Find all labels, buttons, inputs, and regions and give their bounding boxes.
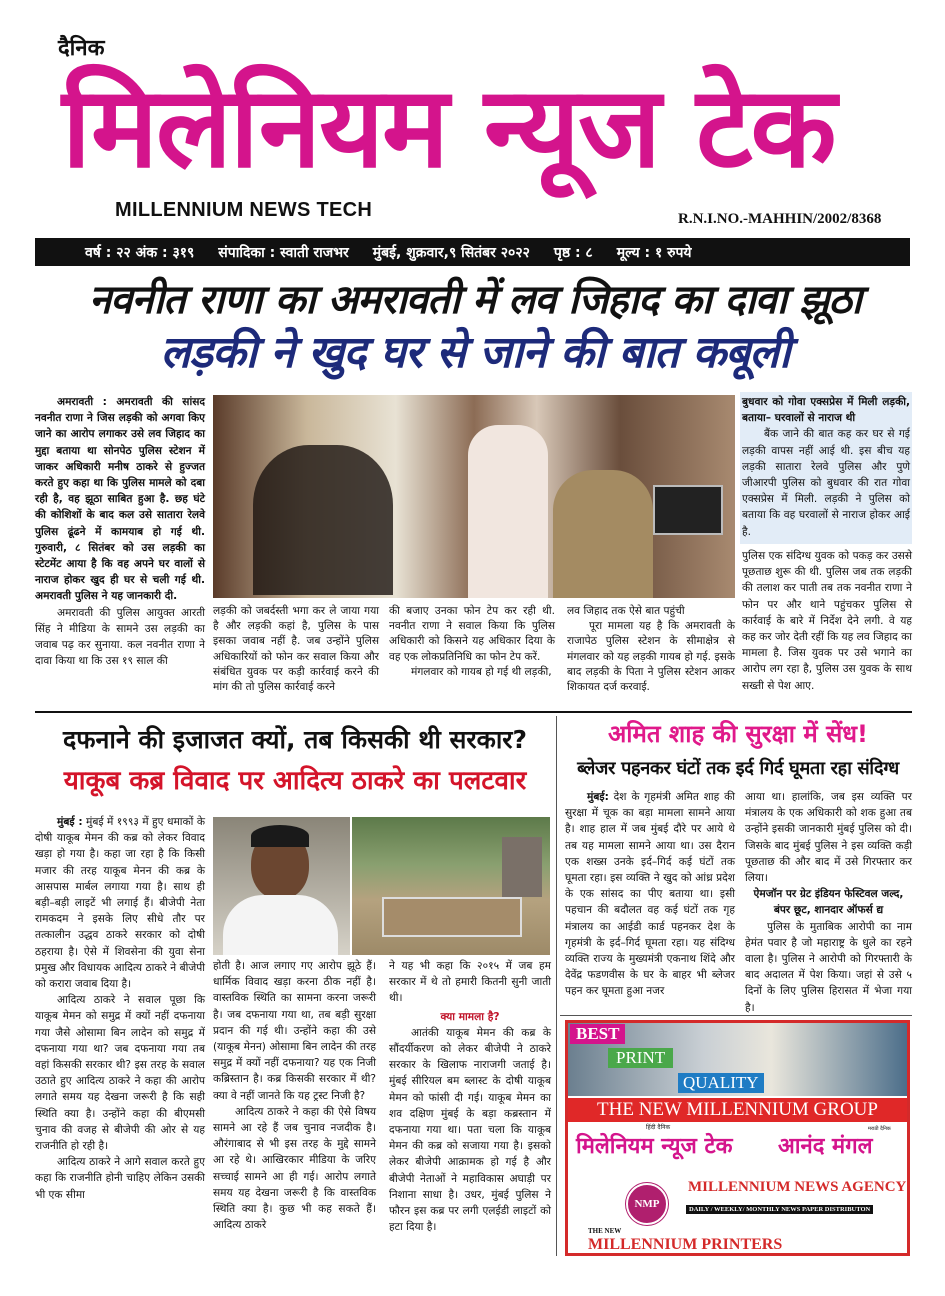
price: मूल्य : १ रुपये <box>616 244 692 261</box>
dateline: मुंबई : <box>57 816 83 828</box>
dateline: मुंबई: <box>587 791 609 803</box>
lead-subheadline: लड़की ने खुद घर से जाने की बात कबूली <box>160 327 790 378</box>
lead-news-photo <box>213 395 735 598</box>
box-heading: बुधवार को गोवा एक्सप्रेस में मिली लड़की, बताया– घरवालों से नाराज थी <box>742 396 910 425</box>
ad-divider <box>560 1015 912 1016</box>
column-divider <box>556 716 557 1256</box>
daily-label: दैनिक <box>58 36 105 61</box>
hindi-paper-name: मिलेनियम न्यूज टेक <box>576 1134 733 1159</box>
date: मुंबई, शुक्रवार,९ सितंबर २०२२ <box>372 244 530 261</box>
shah-text: पुलिस के मुताबिक आरोपी का नाम हेमंत पवार है जो महाराष्ट्र के धुले का रहने वाला है। पुलिस ने आरोपी को गिरफ्तारी के बाद अदालत में पेश किया। जहां से उसे ५ दिनों के लिए पुलिस हिरासत में भेजा गया है। <box>745 920 912 1014</box>
yakub-column-1 <box>35 814 205 1203</box>
yakub-text: आदित्य ठाकरे ने कहा की ऐसे विषय सामने आ रहे हैं जब चुनाव नजदीक है। औरंगाबाद से भी इस तरह के मुद्दे सामने आ रहे थे। आखिरकार मीडिया के जरिए सच्चाई सामने आ ही गई। आरोप लगाते समय यह देखना जरूरी है कि वास्तविक स्थिति क्या है। कुछ भी कह सकते हैं। आदित्य ठाकरे <box>213 1105 376 1232</box>
lead-intro: अमरावती की सांसद नवनीत राणा ने जिस लड़की को अगवा किए जाने का आरोप लगाकर उसे लव जिहाद का मुद्दा बताया था सोनपेठ पुलिस स्टेशन में जाकर अधिकारी मनीष ठाकरे से हुज्जत करते हुए कहा था कि पुलिस मामले को दबा रही है, वह झूठा साबित हुआ है. छह घंटे की कोशिशों के बाद कल उसे सातारा रेलवे पुलिस ढूंढने में कामयाब हो गई थी. गुरुवारी, ८ सितंबर को उस लड़की का स्टेटमेंट आया है कि वह अपने घर वालों से नाराज होकर खुद ही घर से चली गई थी. अमरावती पुलिस ने यह जानकारी दी. <box>35 396 205 603</box>
lead-text: मंगलवार को गायब हो गई थी लड़की, <box>411 665 552 678</box>
yakub-text: आदित्य ठाकरे ने आगे सवाल करते हुए कहा कि राजनीति होनी चाहिए लेकिन उसकी भी एक सीमा <box>35 1156 205 1201</box>
info-bar <box>35 238 910 266</box>
nmp-logo: NMP <box>626 1183 668 1225</box>
yakub-column-2 <box>213 958 376 1233</box>
group-name: THE NEW MILLENNIUM GROUP <box>568 1098 907 1122</box>
dateline: अमरावती : <box>57 396 107 408</box>
yakub-column-3 <box>389 958 551 1235</box>
yakub-text: होती है। आज लगाए गए आरोप झूठे हैं। धार्मिक विवाद खड़ा करना ठीक नहीं है। वास्तविक स्थिति का सामना करना जरूरी है। जब दफनाया गया था, तब बड़ी सुरक्षा प्रदान की गई थी। उन्होंने कहा की उसे (याकूब मेनन) ओसामा बिन लादेन की तरह समुद्र में क्यों नहीं दफनाया? यह एक निजी कब्रिस्तान है। कब्र किसकी सरकार में थी? क्या वे नहीं जानते कि यह ट्रस्ट निजी है? <box>213 960 376 1102</box>
hindi-daily-label: हिंदी दैनिक <box>646 1124 671 1131</box>
grave-site-photo <box>352 817 550 955</box>
printers-small-label: THE NEW <box>588 1227 622 1235</box>
lead-text: लड़की को जबर्दस्ती भगा कर ले जाया गया है और लड़की कहां है, पुलिस के पास इसका जवाब नहीं है. जब उन्होंने पुलिस अधिकारियों को फोन कर सवाल किया और संबंधित युवक पर कड़ी कार्रवाई करने की मांग की तो पुलिस कार्रवाई करने <box>213 605 379 694</box>
lead-column-4 <box>567 604 735 695</box>
year-issue: वर्ष : २२ अंक : ३१९ <box>85 244 195 261</box>
promo-heading: ऐमजॉन पर ग्रेट इंडियन फेस्टिवल जल्द, बंपर छूट, शानदार ऑफर्स द्य <box>753 888 904 917</box>
yakub-text: ने यह भी कहा कि २०१५ में जब हम सरकार में थे तो हमारी कितनी सुनी जाती थी। <box>389 960 551 1005</box>
editor: संपादिका : स्वाती राजभर <box>218 244 349 261</box>
shah-column-1 <box>565 789 735 1000</box>
best-label: BEST <box>570 1024 625 1044</box>
shah-text: देश के गृहमंत्री अमित शाह की सुरक्षा में चूक का बड़ा मामला सामने आया है। शाह हाल में जब मुंबई दौरे पर आये थे तब यह मामला सामने आया था। उस दैरान एक शख्स उनके इर्द–गिर्द कई घंटों तक घूमता रहा। इस व्यक्ति ने खुद को आंध्र प्रदेश के एक सांसद का पीए बताया था। इसी पहचान की बदौलत वह कई घंटों तक गृह मंत्रालय का आईडी कार्ड पहनकर देश के गृहमंत्री के इर्द–गिर्द घूमता रहा। यह संदिग्ध व्यक्ति राज्य के मुख्यमंत्री एकनाथ शिंदे और देवेंद्र फडणवीस के घर के बाहर भी ब्लेजर पहन कर घूमता हुआ नजर <box>565 791 735 998</box>
yakub-subheading: क्या मामला है? <box>440 1010 500 1023</box>
masthead-english-title: MILLENNIUM NEWS TECH <box>115 199 373 221</box>
shah-headline: अमित शाह की सुरक्षा में सेंध! <box>607 720 869 748</box>
rni-number: R.N.I.NO.-MAHHIN/2002/8368 <box>678 211 882 227</box>
lead-highlight-box <box>740 392 912 544</box>
lead-column-1 <box>35 394 205 669</box>
lead-headline: नवनीत राणा का अमरावती में लव जिहाद का दावा झूठा <box>88 277 862 323</box>
marathi-paper-name: आनंद मंगल <box>778 1134 873 1159</box>
lead-subheading: लव जिहाद तक ऐसे बात पहुंची <box>567 605 685 617</box>
yakub-text: आदित्य ठाकरे ने सवाल पूछा कि याकूब मेमन को समुद्र में क्यों नहीं दफनाया गया जैसे ओसामा बिन लादेन को समुद्र में दफनाया गया था? जब दफनाया गया तब वहां किसकी सरकार थी? इस तरह के सवाल उठाते हुए आदित्य ठाकरे ने कहा की आरोप लगाते समय यह देखना जरूरी है कि सही स्थिति क्या है। उन्होंने कहा की बीएमसी चुनाव की वजह से बीजेपी की ओर से यह राजनीति हो रही है। <box>35 994 205 1153</box>
agency-tagline: DAILY / WEEKLY/ MONTHLY NEWS PAPER DISTRIBUTON <box>686 1205 873 1214</box>
aaditya-thackeray-photo <box>213 817 350 955</box>
page-number: पृष्ठ : ८ <box>553 244 593 261</box>
lead-column-5 <box>742 548 912 694</box>
yakub-subheadline: याकूब कब्र विवाद पर आदित्य ठाकरे का पलटवार <box>63 766 527 796</box>
printing-advertisement <box>565 1020 910 1256</box>
yakub-headline: दफनाने की इजाजत क्यों, तब किसकी थी सरकार? <box>62 725 528 754</box>
section-divider <box>35 711 912 713</box>
yakub-text: मुंबई में १९९३ में हुए धमाकों के दोषी याकूब मेमन की कब्र को लेकर विवाद खड़ा हो गया है। कहा जा रहा है कि किसी मजार की तरह याकूब मेनन की कब्र के आसपास मार्बल लगाया गया है। साथ ही बड़ी–बड़ी लाइटें भी लगाई हैं। बीजेपी नेता रामकदम ने इसके लिए सीधे तौर पर तत्कालीन उद्धव ठाकरे सरकार को दोषी ठहराया है। ऐसे में शिवसेना की युवा सेना प्रमुख और विधायक आदित्य ठाकरे ने बीजेपी को करारा जवाब दिया है। <box>35 816 205 991</box>
printers-name: MILLENNIUM PRINTERS <box>588 1236 783 1253</box>
shah-text: आया था। हालांकि, जब इस व्यक्ति पर मंत्रालय के एक अधिकारी को शक हुआ तब उन्होंने इसकी जानकारी मुंबई पुलिस को दी। जिसके बाद मुंबई पुलिस ने इस व्यक्ति कड़ी पूछताछ की और बाद में उसे गिरफ्तार कर लिया। <box>745 791 912 885</box>
lead-text: की बजाए उनका फोन टेप कर रही थी. नवनीत राणा ने सवाल किया कि पुलिस अधिकारी को किसने यह अधिकार दिया के वह एक लोकप्रतिनिधि का फोन टेप करें. <box>389 605 555 663</box>
shah-column-2 <box>745 789 912 1016</box>
lead-text: पुलिस एक संदिग्ध युवक को पकड़ कर उससे पूछताछ शुरू की थी. पुलिस जब तक लड़की की तलाश कर पाती तब तक नवनीत राणा ने फोन पर और थाने पहुंचकर पुलिस से कार्रवाई के बारे में निर्देश देने लगी. वे यह कह कर जोर देती रहीं कि यह लव जिहाद का मामला है. जिस युवक पर उसे भगाने का आरोप लग रहा है, पुलिस उस युवक के साथ सख्ती से पेश आए. <box>742 550 912 692</box>
lead-text: पूरा मामला यह है कि अमरावती के राजापेठ पुलिस स्टेशन के सीमाक्षेत्र से मंगलवार को यह लड़की गायब हो गई. इसके बाद लड़की के पिता ने पुलिस स्टेशन आकर शिकायत दर्ज करवाई. <box>567 620 735 694</box>
shah-subheadline: ब्लेजर पहनकर घंटों तक इर्द गिर्द घूमता रहा संदिग्ध <box>577 758 899 779</box>
print-label: PRINT <box>608 1048 673 1068</box>
yakub-text: आतंकी याकूब मेमन की कब्र के सौंदर्यीकरण को लेकर बीजेपी ने ठाकरे सरकार के खिलाफ नाराजगी जताई है। मुंबई सीरियल बम ब्लास्ट के दोषी याकूब मेमन को फांसी दी गई। याकूब मेमन का शव दक्षिण मुंबई के बड़ा कब्रस्तान में दफनाया गया था। पता चला कि याकूब मेमन की कब्र को सजाया गया है। इसको लेकर बीजेपी आक्रामक हो गई है और बीजेपी नेताओं ने महाविकास अघाड़ी पर निशाना साधा है। उधर, मुंबई पुलिस ने फौरन इस कब्र पर लगी एलईडी लाइटों को हटा दिया है। <box>389 1026 551 1234</box>
quality-label: QUALITY <box>678 1073 764 1093</box>
agency-name: MILLENNIUM NEWS AGENCY <box>688 1179 907 1195</box>
lead-para: अमरावती की पुलिस आयुक्त आरती सिंह ने मीडिया के सामने उस लड़की का जवाब पढ़ कर सुनाया. कल नवनीत राणा ने दावा किया था कि उस १९ साल की <box>35 606 205 668</box>
masthead-title: मिलेनियम न्यूज टेक <box>62 63 835 193</box>
lead-column-2 <box>213 604 379 695</box>
marathi-daily-label: मराठी दैनिक <box>868 1126 891 1132</box>
box-text: बैंक जाने की बात कह कर घर से गई लड़की वापस नहीं आई थी. इस बीच यह लड़की सातारा रेलवे पुलिस और पुणे जीआरपी पुलिस को बुधवार की रात गोवा एक्सप्रेस में मिली. लड़की ने पुलिस को बताया कि वह घरवालों से नाराज होकर आई है. <box>742 428 910 538</box>
lead-column-3 <box>389 604 555 680</box>
